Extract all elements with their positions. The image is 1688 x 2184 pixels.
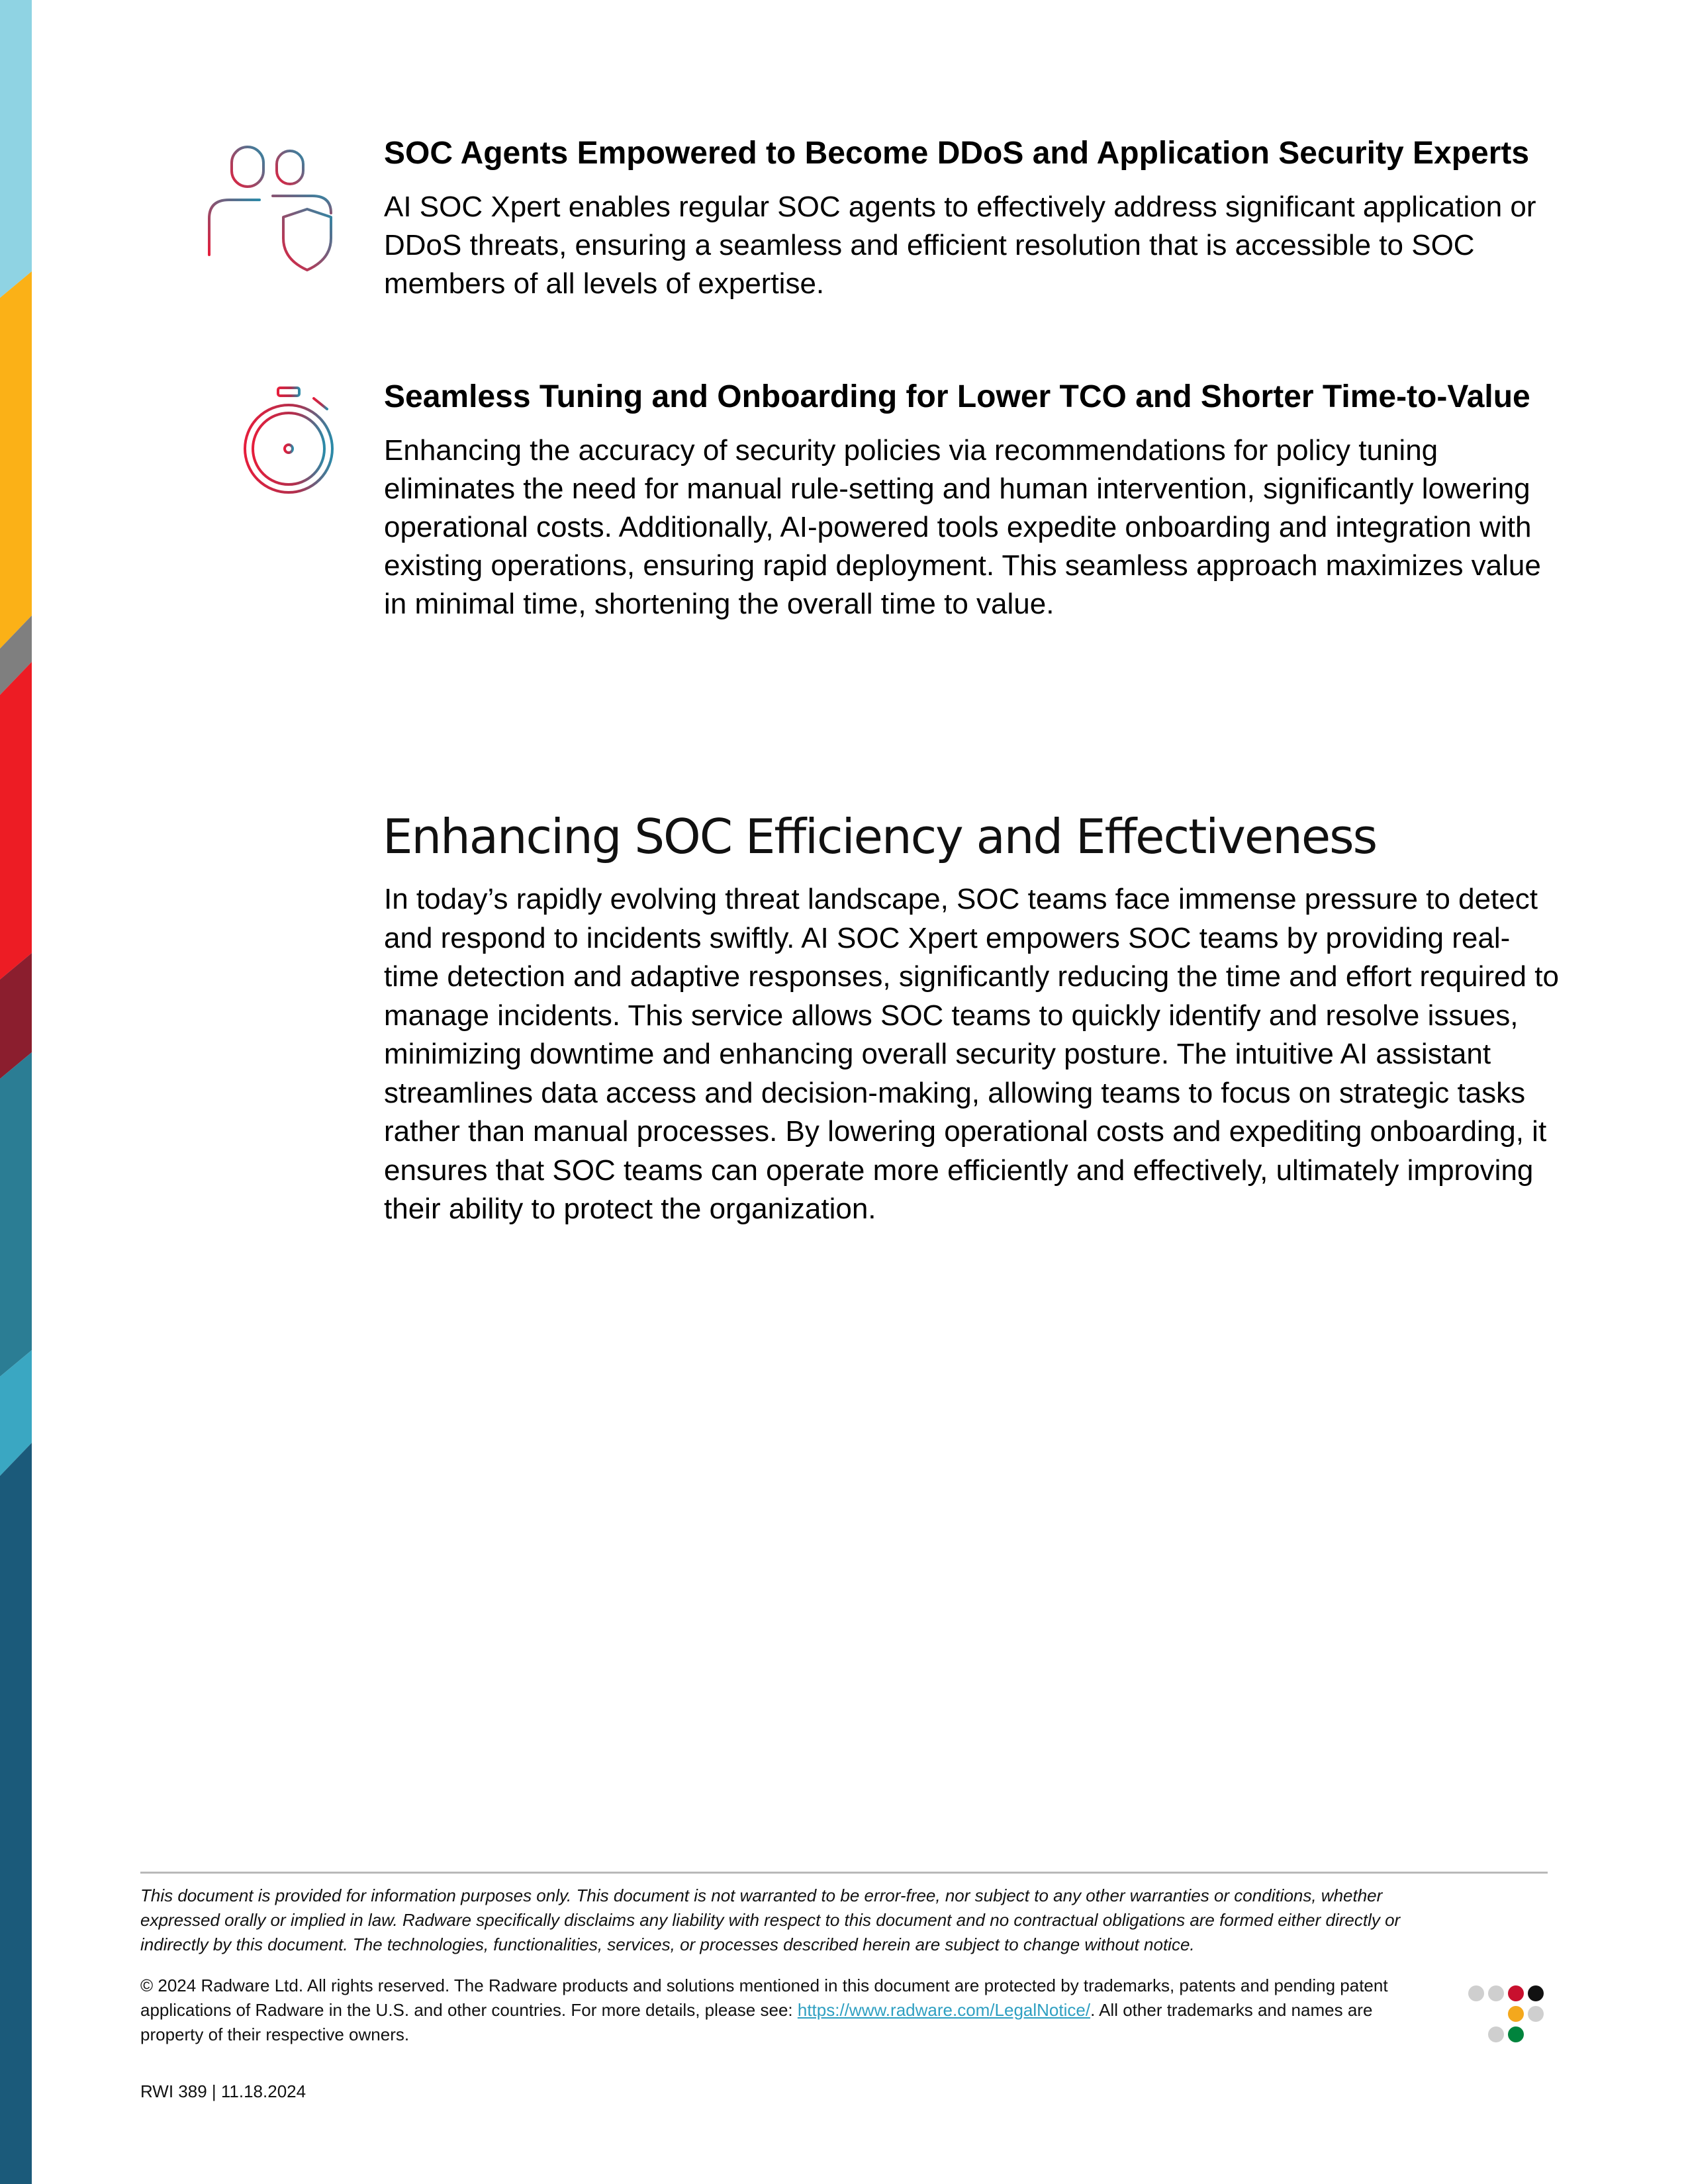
document-id: RWI 389 | 11.18.2024	[140, 2081, 306, 2101]
feature-title: SOC Agents Empowered to Become DDoS and Application Security Experts	[384, 136, 1530, 171]
feature-soc-agents	[384, 134, 1562, 303]
logo-dot	[1508, 2006, 1524, 2022]
logo-dot	[1508, 1985, 1524, 2001]
feature-title: Seamless Tuning and Onboarding for Lower TCO and Shorter Time-to-Value	[384, 379, 1530, 414]
logo-dot	[1468, 1985, 1484, 2001]
stripe-segment	[0, 1052, 32, 1377]
logo-dot	[1488, 2026, 1504, 2042]
legal-notice-link[interactable]: https://www.radware.com/LegalNotice/	[797, 2000, 1091, 2020]
logo-dot	[1508, 2026, 1524, 2042]
logo-dot	[1488, 1985, 1504, 2001]
copyright-text: © 2024 Radware Ltd. All rights reserved. The Radware products and solutions mentioned in this document are protected by trademarks, patents and pending patent applications of Radware in the U.S. and other countries. For more details, please see:	[140, 1976, 1388, 2020]
stripe-segment	[0, 1443, 32, 2184]
users-shield-icon	[199, 139, 344, 281]
copyright-text-end: . All other trademarks and names are property of their respective owners.	[140, 2000, 1373, 2044]
stripe-segment	[0, 0, 32, 298]
section-heading: Enhancing SOC Efficiency and Effectiveness	[383, 809, 1377, 864]
stripe-segment	[0, 662, 32, 979]
stopwatch-icon	[196, 383, 342, 505]
feature-body: AI SOC Xpert enables regular SOC agents to effectively address significant application or DDoS threats, ensuring a seamless and efficient resolution that is accessible to SOC members of all levels of expertise.	[384, 191, 1536, 300]
copyright-notice	[140, 1974, 1398, 2047]
decorative-color-stripe	[0, 0, 32, 2184]
feature-seamless-tuning	[384, 377, 1562, 623]
legal-disclaimer: This document is provided for information purposes only. This document is not warranted to be error-free, nor subject to any other warranties or conditions, whether expressed orally or implied in law. Radware specifically disclaims any liability with respect to this document and no contractual obligations are formed either directly or indirectly by this document. The technologies, functionalities, services, or processes described herein are subject to change without notice.	[140, 1886, 1401, 1954]
section-body: In today’s rapidly evolving threat landscape, SOC teams face immense pressure to detect and respond to incidents swiftly. AI SOC Xpert empowers SOC teams by providing real-time detection and adaptive responses, significantly reducing the time and effort required to manage incidents. This service allows SOC teams to quickly identify and resolve issues, minimizing downtime and enhancing overall security posture. The intuitive AI assistant streamlines data access and decision-making, allowing teams to focus on strategic tasks rather than manual processes. By lowering operational costs and expediting onboarding, it ensures that SOC teams can operate more efficiently and effectively, ultimately improving their ability to protect the organization.	[384, 883, 1559, 1225]
footer-divider	[140, 1872, 1548, 1874]
logo-dot	[1528, 2006, 1544, 2022]
stripe-segment	[0, 271, 32, 649]
feature-body: Enhancing the accuracy of security policies via recommendations for policy tuning eliminates the need for manual rule-setting and human intervention, significantly lowering operational costs. Additionally, AI-powered tools expedite onboarding and integration with existing operations, ensuring rapid deployment. This seamless approach maximizes value in minimal time, shortening the overall time to value.	[384, 434, 1541, 620]
logo-dot	[1528, 1985, 1544, 2001]
